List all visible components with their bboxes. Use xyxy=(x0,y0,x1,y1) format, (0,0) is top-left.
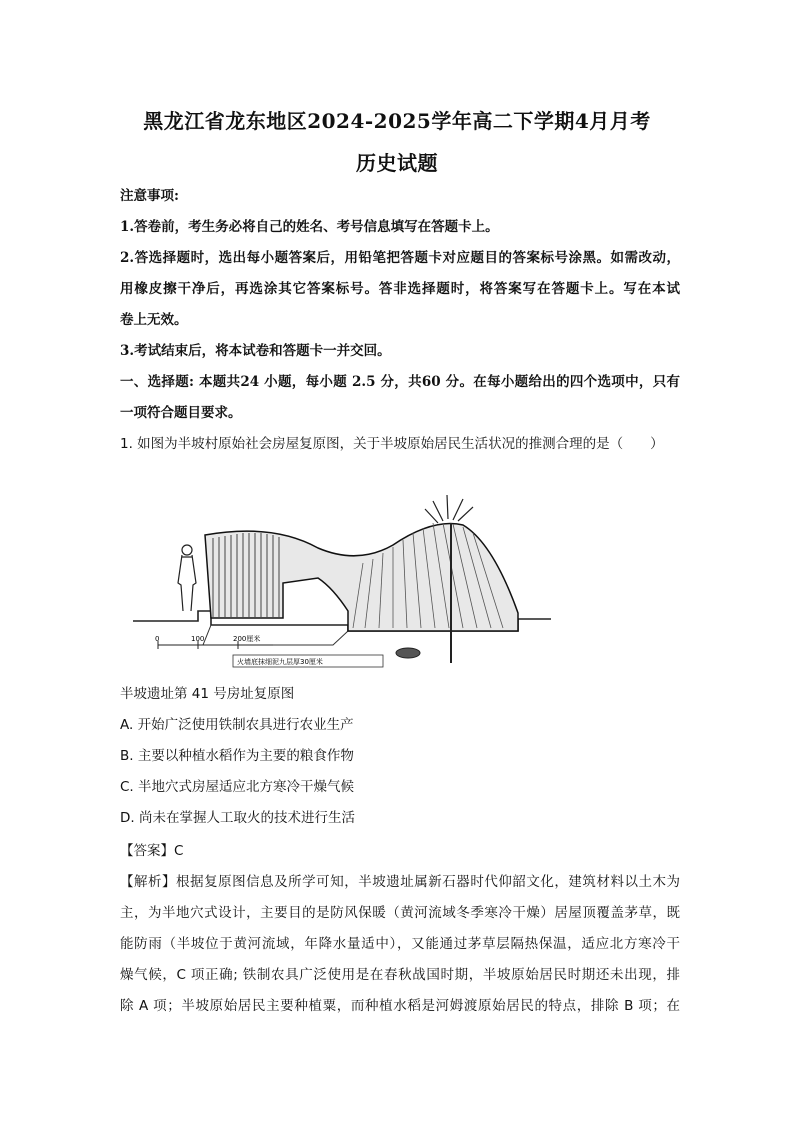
answer-line: 【答案】C xyxy=(120,843,184,859)
option-d: D. 尚未在掌握人工取火的技术进行生活 xyxy=(120,810,355,826)
notice-item-3: 3.考试结束后，将本试卷和答题卡一并交回。 xyxy=(120,343,391,359)
notice-item-2-line-1: 2.答选择题时，选出每小题答案后，用铅笔把答题卡对应题目的答案标号涂黑。如需改动， xyxy=(120,250,680,266)
notice-item-2-line-3: 卷上无效。 xyxy=(120,312,188,328)
notice-item-2-line-2: 用橡皮擦干净后，再选涂其它答案标号。答非选择题时，将答案写在答题卡上。写在本试 xyxy=(120,281,680,297)
house-reconstruction-figure xyxy=(133,493,553,673)
analysis-line-2: 主，为半地穴式设计，主要目的是防风保暖（黄河流域冬季寒冷干燥）居屋顶覆盖茅草，既 xyxy=(120,905,680,921)
scale-label-0: 0 xyxy=(155,635,160,643)
option-a: A. 开始广泛使用铁制农具进行农业生产 xyxy=(120,717,354,733)
scale-label-100: 100 xyxy=(191,635,205,643)
analysis-line-5: 除 A 项；半坡原始居民主要种植粟，而种植水稻是河姆渡原始居民的特点，排除 B 项；在 xyxy=(120,998,680,1014)
exam-title: 黑龙江省龙东地区2024-2025学年高二下学期4月月考 xyxy=(143,109,651,133)
option-c: C. 半地穴式房屋适应北方寒冷干燥气候 xyxy=(120,779,355,795)
figure-note: 火墙底抹细泥九层厚30厘米 xyxy=(237,658,323,666)
section-heading-line-2: 一项符合题目要求。 xyxy=(120,405,242,421)
section-heading-line-1: 一、选择题: 本题共24 小题，每小题 2.5 分，共60 分。在每小题给出的四个选项中，只有 xyxy=(120,374,680,390)
notice-item-1: 1.答卷前，考生务必将自己的姓名、考号信息填写在答题卡上。 xyxy=(120,219,499,235)
analysis-line-3: 能防雨（半坡位于黄河流域，年降水量适中），又能通过茅草层隔热保温，适应北方寒冷干 xyxy=(120,936,680,952)
notice-heading: 注意事项: xyxy=(120,188,179,204)
figure-caption: 半坡遗址第 41 号房址复原图 xyxy=(120,686,295,702)
analysis-line-1: 【解析】根据复原图信息及所学可知，半坡遗址属新石器时代仰韶文化，建筑材料以土木为 xyxy=(120,874,680,890)
scale-label-200: 200厘米 xyxy=(233,635,261,643)
exam-subject: 历史试题 xyxy=(356,151,438,175)
question-1-stem: 1. 如图为半坡村原始社会房屋复原图，关于半坡原始居民生活状况的推测合理的是（ ） xyxy=(120,436,664,452)
analysis-line-4: 燥气候，C 项正确; 铁制农具广泛使用是在春秋战国时期，半坡原始居民时期还未出现，排 xyxy=(120,967,680,983)
house-drawing xyxy=(133,493,553,673)
option-b: B. 主要以种植水稻作为主要的粮食作物 xyxy=(120,748,354,764)
